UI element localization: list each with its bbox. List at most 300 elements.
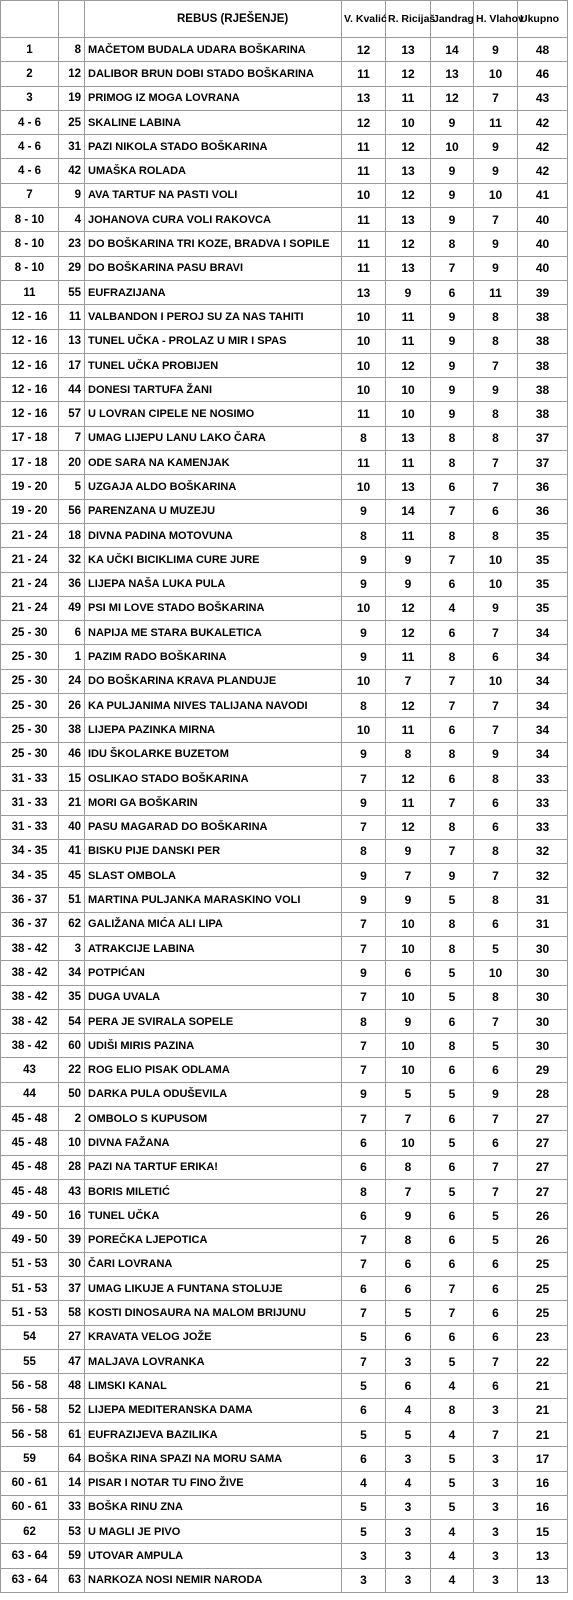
entry-number-cell: 64 bbox=[59, 1447, 85, 1471]
entry-number-cell: 61 bbox=[59, 1422, 85, 1446]
score-cell: 6 bbox=[386, 1277, 431, 1301]
score-cell: 7 bbox=[431, 1277, 474, 1301]
score-cell: 12 bbox=[386, 694, 431, 718]
table-row bbox=[1, 329, 568, 353]
rank-cell: 54 bbox=[1, 1325, 59, 1349]
score-cell: 13 bbox=[386, 426, 431, 450]
score-cell: 10 bbox=[386, 912, 431, 936]
rank-cell: 56 - 58 bbox=[1, 1374, 59, 1398]
score-cell: 13 bbox=[342, 280, 386, 304]
rebus-cell: GALIŽANA MIĆA ALI LIPA bbox=[85, 912, 342, 936]
rank-cell: 12 - 16 bbox=[1, 402, 59, 426]
score-cell: 6 bbox=[474, 912, 518, 936]
rebus-cell: ODE SARA NA KAMENJAK bbox=[85, 451, 342, 475]
entry-number-cell: 34 bbox=[59, 961, 85, 985]
score-cell: 5 bbox=[431, 961, 474, 985]
score-cell: 9 bbox=[342, 742, 386, 766]
score-cell: 6 bbox=[431, 1252, 474, 1276]
score-cell: 6 bbox=[431, 475, 474, 499]
entry-number-cell: 13 bbox=[59, 329, 85, 353]
table-row bbox=[1, 1179, 568, 1203]
table-row bbox=[1, 232, 568, 256]
table-row bbox=[1, 1107, 568, 1131]
score-cell: 6 bbox=[431, 572, 474, 596]
table-body bbox=[1, 38, 568, 1593]
rank-cell: 1 bbox=[1, 38, 59, 62]
score-cell: 10 bbox=[386, 1034, 431, 1058]
score-cell: 7 bbox=[474, 451, 518, 475]
score-cell: 13 bbox=[386, 475, 431, 499]
score-cell: 8 bbox=[474, 766, 518, 790]
entry-number-cell: 33 bbox=[59, 1495, 85, 1519]
score-cell: 4 bbox=[386, 1398, 431, 1422]
score-cell: 7 bbox=[431, 548, 474, 572]
total-cell: 48 bbox=[518, 38, 568, 62]
score-cell: 8 bbox=[431, 815, 474, 839]
rank-cell: 21 - 24 bbox=[1, 548, 59, 572]
score-cell: 8 bbox=[431, 232, 474, 256]
score-cell: 7 bbox=[342, 766, 386, 790]
rebus-cell: BOŠKA RINA SPAZI NA MORU SAMA bbox=[85, 1447, 342, 1471]
rebus-cell: BOŠKA RINU ZNA bbox=[85, 1495, 342, 1519]
score-cell: 9 bbox=[431, 305, 474, 329]
rebus-cell: OSLIKAO STADO BOŠKARINA bbox=[85, 766, 342, 790]
rebus-cell: MALJAVA LOVRANKA bbox=[85, 1350, 342, 1374]
total-header: Ukupno bbox=[518, 1, 568, 38]
score-cell: 9 bbox=[386, 280, 431, 304]
header-row bbox=[1, 1, 568, 38]
entry-number-cell: 11 bbox=[59, 305, 85, 329]
rebus-cell: LIJEPA PAZINKA MIRNA bbox=[85, 718, 342, 742]
score-cell: 9 bbox=[342, 791, 386, 815]
total-cell: 23 bbox=[518, 1325, 568, 1349]
rebus-cell: EUFRAZIJANA bbox=[85, 280, 342, 304]
score-cell: 7 bbox=[342, 1228, 386, 1252]
score-cell: 11 bbox=[386, 523, 431, 547]
score-cell: 10 bbox=[342, 305, 386, 329]
rank-cell: 25 - 30 bbox=[1, 669, 59, 693]
table-row bbox=[1, 742, 568, 766]
rebus-cell: MORI GA BOŠKARIN bbox=[85, 791, 342, 815]
total-cell: 25 bbox=[518, 1277, 568, 1301]
rank-cell: 38 - 42 bbox=[1, 985, 59, 1009]
total-cell: 30 bbox=[518, 936, 568, 960]
rebus-cell: UZGAJA ALDO BOŠKARINA bbox=[85, 475, 342, 499]
rank-cell: 25 - 30 bbox=[1, 621, 59, 645]
entry-number-cell: 51 bbox=[59, 888, 85, 912]
table-row bbox=[1, 378, 568, 402]
score-cell: 9 bbox=[474, 596, 518, 620]
score-cell: 4 bbox=[431, 1568, 474, 1592]
entry-number-cell: 27 bbox=[59, 1325, 85, 1349]
score-cell: 3 bbox=[386, 1447, 431, 1471]
entry-number-cell: 18 bbox=[59, 523, 85, 547]
score-cell: 3 bbox=[474, 1495, 518, 1519]
total-cell: 27 bbox=[518, 1107, 568, 1131]
score-cell: 8 bbox=[431, 523, 474, 547]
table-row bbox=[1, 645, 568, 669]
entry-number-cell: 12 bbox=[59, 62, 85, 86]
entry-number-cell: 54 bbox=[59, 1009, 85, 1033]
rebus-header: REBUS (RJEŠENJE) bbox=[85, 1, 342, 38]
score-cell: 9 bbox=[474, 135, 518, 159]
score-cell: 7 bbox=[386, 1179, 431, 1203]
table-row bbox=[1, 596, 568, 620]
score-cell: 10 bbox=[342, 596, 386, 620]
score-cell: 9 bbox=[431, 353, 474, 377]
rank-cell: 49 - 50 bbox=[1, 1204, 59, 1228]
rebus-cell: DO BOŠKARINA TRI KOZE, BRADVA I SOPILE bbox=[85, 232, 342, 256]
score-cell: 10 bbox=[342, 329, 386, 353]
table-row bbox=[1, 402, 568, 426]
judge-header: V. Kvalić bbox=[342, 1, 386, 38]
table-row bbox=[1, 1228, 568, 1252]
score-cell: 5 bbox=[431, 985, 474, 1009]
score-cell: 12 bbox=[431, 86, 474, 110]
table-row bbox=[1, 1471, 568, 1495]
score-cell: 6 bbox=[474, 499, 518, 523]
score-cell: 6 bbox=[386, 961, 431, 985]
total-cell: 15 bbox=[518, 1520, 568, 1544]
rank-cell: 55 bbox=[1, 1350, 59, 1374]
total-cell: 40 bbox=[518, 208, 568, 232]
score-cell: 10 bbox=[474, 548, 518, 572]
entry-number-cell: 21 bbox=[59, 791, 85, 815]
score-cell: 10 bbox=[386, 1058, 431, 1082]
entry-number-cell: 36 bbox=[59, 572, 85, 596]
total-cell: 27 bbox=[518, 1131, 568, 1155]
rank-cell: 19 - 20 bbox=[1, 499, 59, 523]
score-cell: 12 bbox=[342, 110, 386, 134]
score-cell: 10 bbox=[342, 183, 386, 207]
rebus-cell: DUGA UVALA bbox=[85, 985, 342, 1009]
score-cell: 4 bbox=[431, 1422, 474, 1446]
total-cell: 31 bbox=[518, 912, 568, 936]
rank-header bbox=[1, 1, 59, 38]
rank-cell: 8 - 10 bbox=[1, 208, 59, 232]
table-row bbox=[1, 864, 568, 888]
score-cell: 14 bbox=[386, 499, 431, 523]
score-cell: 6 bbox=[386, 1374, 431, 1398]
score-cell: 8 bbox=[431, 742, 474, 766]
rank-cell: 25 - 30 bbox=[1, 718, 59, 742]
table-row bbox=[1, 912, 568, 936]
score-cell: 4 bbox=[342, 1471, 386, 1495]
score-cell: 8 bbox=[431, 1034, 474, 1058]
entry-number-cell: 41 bbox=[59, 839, 85, 863]
entry-number-cell: 6 bbox=[59, 621, 85, 645]
rebus-cell: LIMSKI KANAL bbox=[85, 1374, 342, 1398]
score-cell: 7 bbox=[474, 1350, 518, 1374]
score-cell: 9 bbox=[474, 256, 518, 280]
entry-number-cell: 30 bbox=[59, 1252, 85, 1276]
table-row bbox=[1, 499, 568, 523]
total-cell: 36 bbox=[518, 475, 568, 499]
rank-cell: 45 - 48 bbox=[1, 1131, 59, 1155]
entry-number-cell: 5 bbox=[59, 475, 85, 499]
score-cell: 13 bbox=[386, 256, 431, 280]
rebus-cell: ROG ELIO PISAK ODLAMA bbox=[85, 1058, 342, 1082]
table-row bbox=[1, 256, 568, 280]
score-cell: 11 bbox=[342, 159, 386, 183]
rank-cell: 45 - 48 bbox=[1, 1107, 59, 1131]
entry-number-cell: 47 bbox=[59, 1350, 85, 1374]
score-cell: 13 bbox=[386, 208, 431, 232]
total-cell: 32 bbox=[518, 839, 568, 863]
score-cell: 9 bbox=[386, 888, 431, 912]
entry-number-cell: 31 bbox=[59, 135, 85, 159]
score-cell: 9 bbox=[431, 208, 474, 232]
score-cell: 6 bbox=[474, 1374, 518, 1398]
judge-header: Jandrag bbox=[431, 1, 474, 38]
total-cell: 40 bbox=[518, 256, 568, 280]
total-cell: 34 bbox=[518, 718, 568, 742]
score-cell: 7 bbox=[342, 1058, 386, 1082]
rebus-cell: DIVNA FAŽANA bbox=[85, 1131, 342, 1155]
rank-cell: 43 bbox=[1, 1058, 59, 1082]
score-cell: 7 bbox=[342, 815, 386, 839]
score-cell: 10 bbox=[474, 62, 518, 86]
score-cell: 11 bbox=[386, 86, 431, 110]
score-cell: 6 bbox=[474, 815, 518, 839]
score-cell: 9 bbox=[431, 183, 474, 207]
rebus-cell: SLAST OMBOLA bbox=[85, 864, 342, 888]
table-row bbox=[1, 1568, 568, 1592]
total-cell: 13 bbox=[518, 1544, 568, 1568]
entry-number-cell: 14 bbox=[59, 1471, 85, 1495]
score-cell: 9 bbox=[386, 1204, 431, 1228]
total-cell: 38 bbox=[518, 353, 568, 377]
score-cell: 10 bbox=[386, 1131, 431, 1155]
table-row bbox=[1, 1204, 568, 1228]
score-cell: 6 bbox=[474, 1058, 518, 1082]
rank-cell: 45 - 48 bbox=[1, 1155, 59, 1179]
rank-cell: 56 - 58 bbox=[1, 1398, 59, 1422]
score-cell: 5 bbox=[386, 1301, 431, 1325]
score-cell: 5 bbox=[431, 1471, 474, 1495]
score-cell: 10 bbox=[474, 572, 518, 596]
rank-cell: 56 - 58 bbox=[1, 1422, 59, 1446]
score-cell: 6 bbox=[431, 1009, 474, 1033]
score-cell: 6 bbox=[386, 1252, 431, 1276]
entry-number-cell: 53 bbox=[59, 1520, 85, 1544]
score-cell: 7 bbox=[342, 1034, 386, 1058]
rank-cell: 38 - 42 bbox=[1, 1009, 59, 1033]
table-row bbox=[1, 280, 568, 304]
entry-number-cell: 59 bbox=[59, 1544, 85, 1568]
entry-number-cell: 24 bbox=[59, 669, 85, 693]
total-cell: 35 bbox=[518, 572, 568, 596]
total-cell: 26 bbox=[518, 1228, 568, 1252]
score-cell: 5 bbox=[474, 936, 518, 960]
score-cell: 14 bbox=[431, 38, 474, 62]
score-cell: 11 bbox=[474, 280, 518, 304]
rebus-cell: KA UČKI BICIKLIMA CURE JURE bbox=[85, 548, 342, 572]
table-row bbox=[1, 475, 568, 499]
score-cell: 8 bbox=[342, 426, 386, 450]
score-cell: 6 bbox=[474, 1277, 518, 1301]
entry-number-cell: 57 bbox=[59, 402, 85, 426]
rank-cell: 38 - 42 bbox=[1, 936, 59, 960]
score-cell: 4 bbox=[431, 1374, 474, 1398]
score-cell: 10 bbox=[386, 378, 431, 402]
rebus-cell: DALIBOR BRUN DOBI STADO BOŠKARINA bbox=[85, 62, 342, 86]
total-cell: 34 bbox=[518, 742, 568, 766]
rank-cell: 36 - 37 bbox=[1, 912, 59, 936]
rebus-cell: KOSTI DINOSAURA NA MALOM BRIJUNU bbox=[85, 1301, 342, 1325]
rebus-cell: DO BOŠKARINA PASU BRAVI bbox=[85, 256, 342, 280]
rank-cell: 62 bbox=[1, 1520, 59, 1544]
entry-number-cell: 42 bbox=[59, 159, 85, 183]
score-cell: 6 bbox=[342, 1155, 386, 1179]
total-cell: 42 bbox=[518, 135, 568, 159]
table-row bbox=[1, 135, 568, 159]
score-cell: 9 bbox=[474, 1082, 518, 1106]
rank-cell: 38 - 42 bbox=[1, 1034, 59, 1058]
table-row bbox=[1, 1009, 568, 1033]
total-cell: 28 bbox=[518, 1082, 568, 1106]
rank-cell: 25 - 30 bbox=[1, 694, 59, 718]
score-cell: 3 bbox=[474, 1447, 518, 1471]
table-row bbox=[1, 62, 568, 86]
total-cell: 34 bbox=[518, 621, 568, 645]
rank-cell: 2 bbox=[1, 62, 59, 86]
score-cell: 5 bbox=[342, 1374, 386, 1398]
rebus-cell: NAPIJA ME STARA BUKALETICA bbox=[85, 621, 342, 645]
rank-cell: 8 - 10 bbox=[1, 256, 59, 280]
table-row bbox=[1, 208, 568, 232]
entry-number-cell: 62 bbox=[59, 912, 85, 936]
table-row bbox=[1, 1131, 568, 1155]
entry-number-cell: 44 bbox=[59, 378, 85, 402]
table-row bbox=[1, 791, 568, 815]
entry-number-cell: 26 bbox=[59, 694, 85, 718]
rebus-cell: U MAGLI JE PIVO bbox=[85, 1520, 342, 1544]
table-row bbox=[1, 1252, 568, 1276]
rank-cell: 19 - 20 bbox=[1, 475, 59, 499]
score-cell: 7 bbox=[431, 499, 474, 523]
rank-cell: 49 - 50 bbox=[1, 1228, 59, 1252]
entry-number-cell: 50 bbox=[59, 1082, 85, 1106]
entry-number-cell: 48 bbox=[59, 1374, 85, 1398]
rebus-cell: PARENZANA U MUZEJU bbox=[85, 499, 342, 523]
entry-number-cell: 60 bbox=[59, 1034, 85, 1058]
score-cell: 5 bbox=[342, 1325, 386, 1349]
table-row bbox=[1, 1495, 568, 1519]
table-row bbox=[1, 1398, 568, 1422]
score-cell: 11 bbox=[386, 718, 431, 742]
table-row bbox=[1, 1447, 568, 1471]
table-row bbox=[1, 718, 568, 742]
rank-cell: 12 - 16 bbox=[1, 353, 59, 377]
score-cell: 5 bbox=[431, 1179, 474, 1203]
score-cell: 9 bbox=[342, 864, 386, 888]
rank-cell: 36 - 37 bbox=[1, 888, 59, 912]
table-row bbox=[1, 86, 568, 110]
score-cell: 10 bbox=[342, 378, 386, 402]
score-cell: 5 bbox=[474, 1204, 518, 1228]
score-cell: 11 bbox=[342, 62, 386, 86]
total-cell: 13 bbox=[518, 1568, 568, 1592]
score-cell: 9 bbox=[342, 888, 386, 912]
rank-cell: 45 - 48 bbox=[1, 1179, 59, 1203]
total-cell: 17 bbox=[518, 1447, 568, 1471]
total-cell: 34 bbox=[518, 694, 568, 718]
entry-number-cell: 2 bbox=[59, 1107, 85, 1131]
entry-number-cell: 19 bbox=[59, 86, 85, 110]
score-cell: 7 bbox=[386, 1107, 431, 1131]
rebus-cell: PAZIM RADO BOŠKARINA bbox=[85, 645, 342, 669]
score-cell: 11 bbox=[386, 451, 431, 475]
entry-number-cell: 28 bbox=[59, 1155, 85, 1179]
rebus-cell: TUNEL UČKA bbox=[85, 1204, 342, 1228]
rank-cell: 7 bbox=[1, 183, 59, 207]
score-cell: 11 bbox=[342, 402, 386, 426]
score-cell: 10 bbox=[386, 936, 431, 960]
rebus-cell: DIVNA PADINA MOTOVUNA bbox=[85, 523, 342, 547]
score-cell: 5 bbox=[431, 1447, 474, 1471]
score-cell: 6 bbox=[342, 1204, 386, 1228]
score-cell: 10 bbox=[431, 135, 474, 159]
table-row bbox=[1, 451, 568, 475]
total-cell: 32 bbox=[518, 864, 568, 888]
score-cell: 5 bbox=[386, 1082, 431, 1106]
score-cell: 4 bbox=[431, 1544, 474, 1568]
score-cell: 11 bbox=[386, 645, 431, 669]
score-cell: 8 bbox=[342, 694, 386, 718]
score-cell: 8 bbox=[386, 1228, 431, 1252]
score-cell: 7 bbox=[431, 839, 474, 863]
score-cell: 9 bbox=[474, 378, 518, 402]
score-cell: 3 bbox=[386, 1544, 431, 1568]
table-row bbox=[1, 1422, 568, 1446]
score-cell: 7 bbox=[431, 669, 474, 693]
rebus-cell: AVA TARTUF NA PASTI VOLI bbox=[85, 183, 342, 207]
judge-header: R. Ricijaš bbox=[386, 1, 431, 38]
score-cell: 9 bbox=[474, 742, 518, 766]
table-row bbox=[1, 1301, 568, 1325]
entry-number-cell: 43 bbox=[59, 1179, 85, 1203]
score-cell: 6 bbox=[342, 1131, 386, 1155]
entry-number-cell: 25 bbox=[59, 110, 85, 134]
entry-number-cell: 17 bbox=[59, 353, 85, 377]
score-cell: 7 bbox=[342, 985, 386, 1009]
rebus-cell: UMAG LIJEPU LANU LAKO ČARA bbox=[85, 426, 342, 450]
rebus-cell: KRAVATA VELOG JOŽE bbox=[85, 1325, 342, 1349]
rebus-cell: UMAŠKA ROLADA bbox=[85, 159, 342, 183]
score-cell: 3 bbox=[386, 1568, 431, 1592]
score-cell: 6 bbox=[474, 1131, 518, 1155]
score-cell: 10 bbox=[474, 961, 518, 985]
table-row bbox=[1, 1155, 568, 1179]
score-cell: 4 bbox=[431, 596, 474, 620]
score-cell: 9 bbox=[431, 864, 474, 888]
total-cell: 42 bbox=[518, 110, 568, 134]
score-cell: 7 bbox=[431, 694, 474, 718]
entry-number-cell: 22 bbox=[59, 1058, 85, 1082]
rebus-cell: PSI MI LOVE STADO BOŠKARINA bbox=[85, 596, 342, 620]
score-cell: 11 bbox=[342, 256, 386, 280]
table-row bbox=[1, 1082, 568, 1106]
entry-number-cell: 55 bbox=[59, 280, 85, 304]
score-cell: 9 bbox=[474, 232, 518, 256]
score-cell: 6 bbox=[474, 1325, 518, 1349]
entry-number-cell: 8 bbox=[59, 38, 85, 62]
total-cell: 25 bbox=[518, 1301, 568, 1325]
score-cell: 5 bbox=[431, 1350, 474, 1374]
score-cell: 6 bbox=[342, 1447, 386, 1471]
entry-number-cell: 9 bbox=[59, 183, 85, 207]
